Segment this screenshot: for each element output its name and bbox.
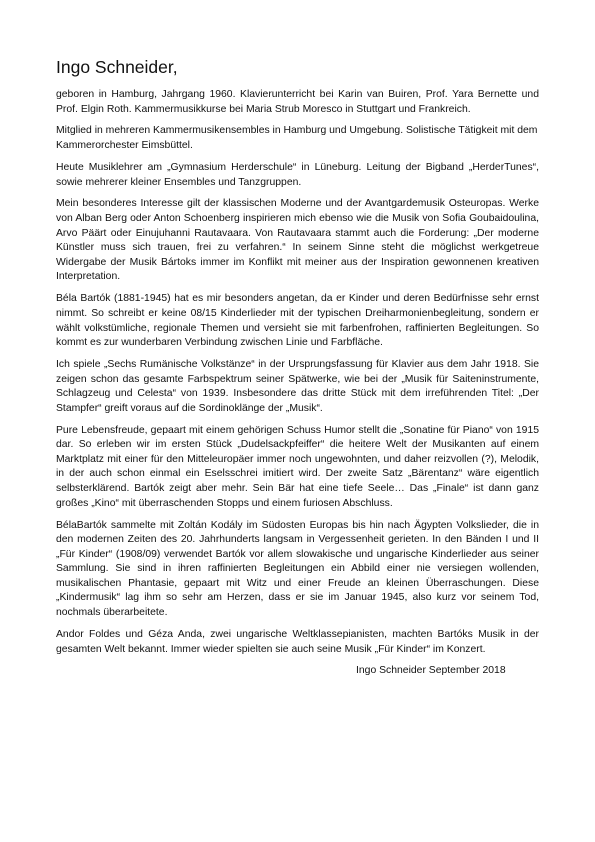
paragraph-ensembles: Mitglied in mehreren Kammermusikensembles in Hamburg und Umgebung. Solistische Tätigkeit mit dem Kammerorchester Eimsbüttel. bbox=[56, 125, 538, 152]
signature-line: Ingo Schneider September 2018 bbox=[356, 665, 506, 677]
document-page bbox=[56, 56, 539, 679]
paragraph-teaching: Heute Musiklehrer am „Gymnasium Herderschule“ in Lüneburg. Leitung der Bigband „HerderTunes“, sowie mehrerer kleiner Ensembles und Tanzgruppen. bbox=[56, 161, 539, 188]
document-title: Ingo Schneider, bbox=[56, 57, 178, 77]
paragraph-fuer-kinder: BélaBartók sammelte mit Zoltán Kodály im Südosten Europas bis hin nach Ägypten Volkslieder, die in den modernen Zeiten des 20. Jahrhunderts langsam in Vergessenheit gerieten. In den Bänden I und II „Für Kinder“ (1908/09) verwendet Bartók vor allem slowakische und ungarische Kinderlieder aus seiner Sammlung. Sie sind in ihren raffinierten Begleitungen ein Abbild einer nie versiegen wollenden, musikalischen Phantasie, gepaart mit Witz und einer Freude an kleinen Überraschungen. Diese „Kindermusik“ lag ihm so sehr am Herzen, dass er sie im Januar 1945, also kurz vor seinem Tod, nochmals überarbeitete. bbox=[56, 519, 539, 619]
paragraph-biography: geboren in Hamburg, Jahrgang 1960. Klavierunterricht bei Karin van Buiren, Prof. Yara Bernette und Prof. Elgin Roth. Kammermusikkurse bei Maria Strub Moresco in Stuttgart und Frankreich. bbox=[56, 89, 539, 115]
paragraph-volkstaenze: Ich spiele „Sechs Rumänische Volkstänze“ in der Ursprungsfassung für Klavier aus dem Jahr 1918. Sie zeigen schon das gesamte Farbspektrum seiner Spätwerke, wie bei der „Musik für Saiteninstrumente, Schlagzeug und Celesta“ von 1939. Insbesondere das dritte Stück mit dem irreführenden Titel: „Der Stampfer“ greift voraus auf die Sordinoklänge der „Musik“. bbox=[56, 358, 539, 414]
paragraph-bartok: Béla Bartók (1881-1945) hat es mir besonders angetan, da er Kinder und deren Bedürfnisse sehr ernst nimmt. So schreibt er keine 08/15 Kinderlieder mit der typischen Dreiharmonienbegleitung, sondern er wählt volkstümliche, regionale Themen und versieht sie mit farbenfrohen, raffinierten Begleitungen. So kommt es zur wunderbaren Verbindung zwischen Linie und Farbfläche. bbox=[56, 293, 539, 349]
paragraph-pianists: Andor Foldes und Géza Anda, zwei ungarische Weltklassepianisten, machten Bartóks Musik in der gesamten Welt bekannt. Immer wieder spielten sie auch seine Musik „Für Kinder“ im Konzert. bbox=[56, 628, 539, 655]
paragraph-interests: Mein besonderes Interesse gilt der klassischen Moderne und der Avantgardemusik Osteuropas. Werke von Alban Berg oder Anton Schoenberg inspirieren mich ebenso wie die Musik von Sofia Goubaidoulina, Arvo Päärt oder Einujuhanni Rautavaara. Von Rautavaara stammt auch die Forderung: „Der moderne Künstler muss sich trauen, frei zu verfahren.“ In seinem Sinne steht die möglichst werkgetreue Widergabe der Musik Bártoks immer im Konflikt mit meiner aus der Inspiration gewonnenen kreativen Interpretation. bbox=[56, 198, 539, 283]
paragraph-sonatine: Pure Lebensfreude, gepaart mit einem gehörigen Schuss Humor stellt die „Sonatine für Piano“ von 1915 dar. So erleben wir im ersten Stück „Dudelsackpfeiffer“ die heitere Welt der Musikanten auf einem Marktplatz mit einer für den Mitteleuropäer immer noch ungewohnten, und daher reizvollen (?), Melodik, in der auch schon einmal ein Eselsschrei imitiert wird. Der zweite Satz „Bärentanz“ wäre eigentlich selbsterklärend. Bartók zeigt aber mehr. Sein Bär hat eine tiefe Seele… Das „Finale“ ist dann ganz großes „Kino“ mit überraschenden Stopps und einem furiosen Abschluss. bbox=[56, 424, 539, 509]
